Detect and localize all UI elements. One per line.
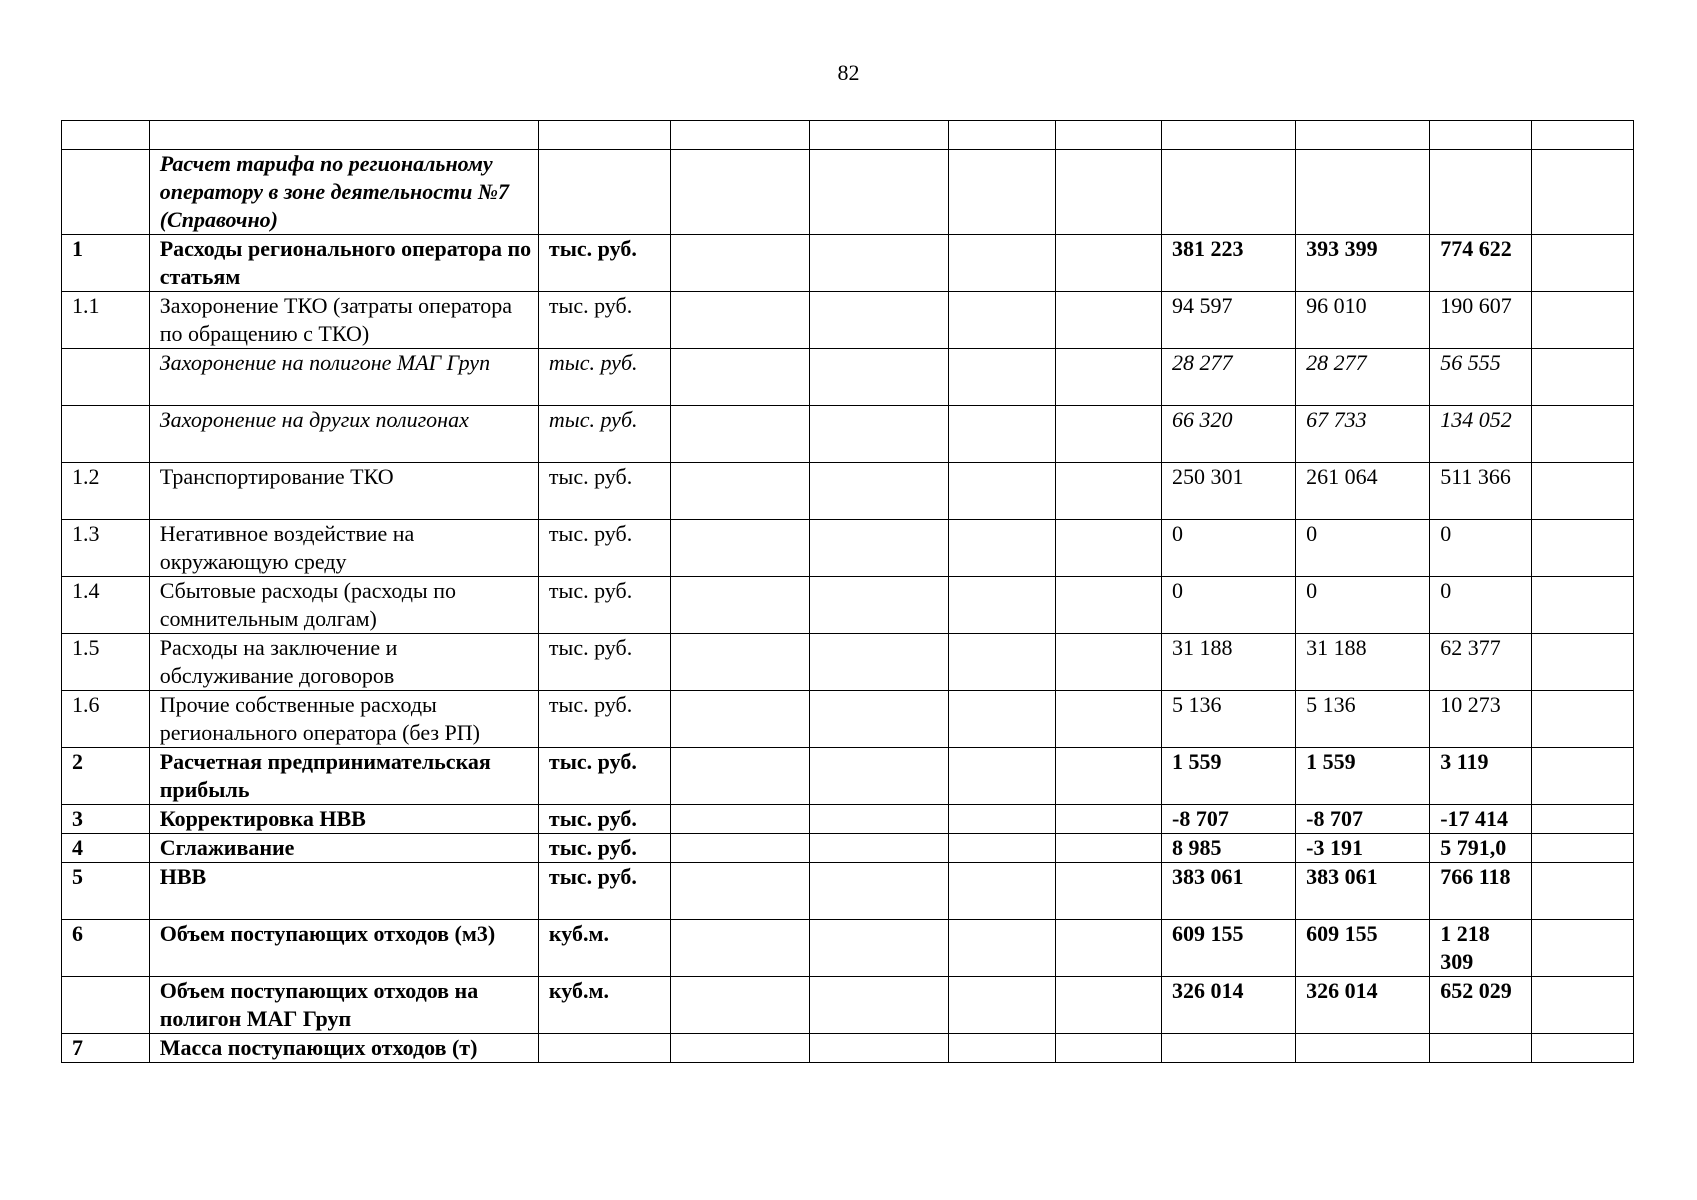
table-row [62, 235, 1634, 292]
table-row [62, 920, 1634, 977]
row-unit: тыс. руб. [538, 292, 670, 349]
table-row [62, 748, 1634, 805]
page-number: 82 [837, 60, 860, 85]
row-value-1: 609 155 [1162, 920, 1296, 977]
row-unit: куб.м. [538, 920, 670, 977]
row-number: 1.1 [62, 292, 150, 349]
row-unit: тыс. руб. [538, 748, 670, 805]
table-title: Расчет тарифа по региональному оператору в зоне деятельности №7 (Справочно) [149, 150, 538, 235]
row-number: 6 [62, 920, 150, 977]
row-value-2: 5 136 [1296, 691, 1430, 748]
row-value-total: 56 555 [1430, 349, 1532, 406]
row-value-2: 326 014 [1296, 977, 1430, 1034]
row-value-1: 66 320 [1162, 406, 1296, 463]
row-number: 5 [62, 863, 150, 920]
row-name: Сглаживание [149, 834, 538, 863]
row-number: 4 [62, 834, 150, 863]
row-value-total: 134 052 [1430, 406, 1532, 463]
row-value-2: 28 277 [1296, 349, 1430, 406]
row-number: 1 [62, 235, 150, 292]
row-name: Объем поступающих отходов на полигон МАГ Груп [149, 977, 538, 1034]
tariff-table [61, 120, 1634, 1063]
row-unit: тыс. руб. [538, 634, 670, 691]
row-value-2: 261 064 [1296, 463, 1430, 520]
row-number: 1.4 [62, 577, 150, 634]
row-value-total: -17 414 [1430, 805, 1532, 834]
row-value-2: 383 061 [1296, 863, 1430, 920]
table-row [62, 834, 1634, 863]
row-name: Объем поступающих отходов (м3) [149, 920, 538, 977]
row-name: Транспортирование ТКО [149, 463, 538, 520]
row-unit: тыс. руб. [538, 349, 670, 406]
row-unit: тыс. руб. [538, 691, 670, 748]
row-value-total: 774 622 [1430, 235, 1532, 292]
row-name: Расходы на заключение и обслуживание договоров [149, 634, 538, 691]
row-number: 1.5 [62, 634, 150, 691]
row-value-1: 326 014 [1162, 977, 1296, 1034]
row-unit: тыс. руб. [538, 834, 670, 863]
row-value-2: 609 155 [1296, 920, 1430, 977]
table-row [62, 463, 1634, 520]
row-value-2: 67 733 [1296, 406, 1430, 463]
row-value-2: -8 707 [1296, 805, 1430, 834]
table-row [62, 805, 1634, 834]
row-value-1: 0 [1162, 577, 1296, 634]
row-number: 1.2 [62, 463, 150, 520]
row-number [62, 349, 150, 406]
table-row [62, 520, 1634, 577]
table-row [62, 406, 1634, 463]
row-name: Масса поступающих отходов (т) [149, 1034, 538, 1063]
row-number: 2 [62, 748, 150, 805]
row-value-2: 1 559 [1296, 748, 1430, 805]
row-value-2: 393 399 [1296, 235, 1430, 292]
row-value-total: 1 218 309 [1430, 920, 1532, 977]
row-value-1: 1 559 [1162, 748, 1296, 805]
row-value-total: 62 377 [1430, 634, 1532, 691]
row-unit: тыс. руб. [538, 805, 670, 834]
row-name: Сбытовые расходы (расходы по сомнительным долгам) [149, 577, 538, 634]
row-value-total: 652 029 [1430, 977, 1532, 1034]
table-row [62, 977, 1634, 1034]
row-name: Захоронение на полигоне МАГ Груп [149, 349, 538, 406]
row-number [62, 977, 150, 1034]
row-name: Расчетная предпринимательская прибыль [149, 748, 538, 805]
table-row [62, 691, 1634, 748]
row-unit: куб.м. [538, 977, 670, 1034]
row-value-2 [1296, 1034, 1430, 1063]
row-unit: тыс. руб. [538, 577, 670, 634]
row-value-total: 5 791,0 [1430, 834, 1532, 863]
table-row [62, 349, 1634, 406]
row-value-total: 766 118 [1430, 863, 1532, 920]
table-row [62, 292, 1634, 349]
row-value-1: 381 223 [1162, 235, 1296, 292]
row-unit: тыс. руб. [538, 235, 670, 292]
row-value-1 [1162, 1034, 1296, 1063]
row-value-total: 0 [1430, 520, 1532, 577]
row-number: 7 [62, 1034, 150, 1063]
row-value-total [1430, 1034, 1532, 1063]
table-row-title [62, 150, 1634, 235]
row-value-1: 383 061 [1162, 863, 1296, 920]
row-name: Захоронение ТКО (затраты оператора по обращению с ТКО) [149, 292, 538, 349]
row-value-total: 10 273 [1430, 691, 1532, 748]
row-name: Захоронение на других полигонах [149, 406, 538, 463]
row-value-1: 0 [1162, 520, 1296, 577]
row-value-1: 28 277 [1162, 349, 1296, 406]
row-value-2: 96 010 [1296, 292, 1430, 349]
row-value-2: 0 [1296, 577, 1430, 634]
row-unit: тыс. руб. [538, 863, 670, 920]
table-row-empty [62, 121, 1634, 150]
row-value-1: -8 707 [1162, 805, 1296, 834]
row-value-2: 0 [1296, 520, 1430, 577]
row-name: Негативное воздействие на окружающую среду [149, 520, 538, 577]
row-unit: тыс. руб. [538, 463, 670, 520]
row-value-total: 3 119 [1430, 748, 1532, 805]
row-value-1: 8 985 [1162, 834, 1296, 863]
row-unit: тыс. руб. [538, 520, 670, 577]
row-number: 1.3 [62, 520, 150, 577]
row-name: Расходы регионального оператора по статьям [149, 235, 538, 292]
row-number: 1.6 [62, 691, 150, 748]
row-value-total: 190 607 [1430, 292, 1532, 349]
row-unit [538, 1034, 670, 1063]
table-row [62, 577, 1634, 634]
row-number [62, 406, 150, 463]
row-name: НВВ [149, 863, 538, 920]
row-value-1: 94 597 [1162, 292, 1296, 349]
row-name: Прочие собственные расходы регионального оператора (без РП) [149, 691, 538, 748]
row-number: 3 [62, 805, 150, 834]
table-row [62, 634, 1634, 691]
row-value-1: 31 188 [1162, 634, 1296, 691]
row-value-1: 5 136 [1162, 691, 1296, 748]
table-row [62, 863, 1634, 920]
row-value-total: 511 366 [1430, 463, 1532, 520]
row-value-2: 31 188 [1296, 634, 1430, 691]
row-value-2: -3 191 [1296, 834, 1430, 863]
row-value-total: 0 [1430, 577, 1532, 634]
row-name: Корректировка НВВ [149, 805, 538, 834]
row-unit: тыс. руб. [538, 406, 670, 463]
table-row [62, 1034, 1634, 1063]
row-value-1: 250 301 [1162, 463, 1296, 520]
